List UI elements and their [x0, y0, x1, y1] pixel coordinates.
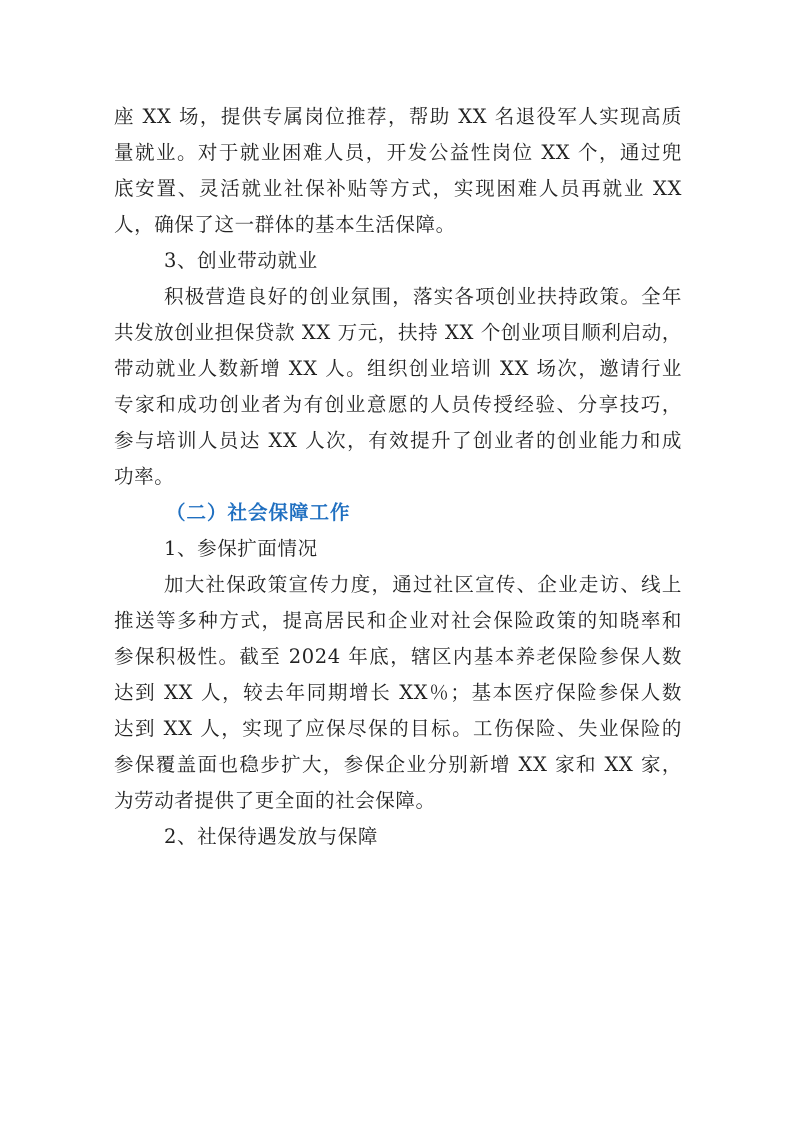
paragraph-line: 参保覆盖面也稳步扩大，参保企业分别新增 XX 家和 XX 家，	[114, 753, 682, 776]
paragraph-line: 带动就业人数新增 XX 人。组织创业培训 XX 场次，邀请行业	[114, 357, 682, 380]
paragraph-line: 积极营造良好的创业氛围，落实各项创业扶持政策。全年	[164, 285, 682, 308]
subheading-coverage: 1、参保扩面情况	[164, 537, 318, 560]
body-text	[114, 99, 682, 855]
paragraph-line: 专家和成功创业者为有创业意愿的人员传授经验、分享技巧，	[114, 393, 682, 416]
paragraph-line: 参与培训人员达 XX 人次，有效提升了创业者的创业能力和成	[114, 429, 682, 452]
paragraph-line: 参保积极性。截至 2024 年底，辖区内基本养老保险参保人数	[114, 645, 682, 668]
paragraph-line: 达到 XX 人，实现了应保尽保的目标。工伤保险、失业保险的	[114, 717, 682, 740]
paragraph-line: 底安置、灵活就业社保补贴等方式，实现困难人员再就业 XX	[114, 177, 682, 200]
paragraph-line: 量就业。对于就业困难人员，开发公益性岗位 XX 个，通过兜	[114, 141, 682, 164]
paragraph-line: 共发放创业担保贷款 XX 万元，扶持 XX 个创业项目顺利启动，	[114, 321, 682, 344]
section-heading-social-security: （二）社会保障工作	[166, 501, 351, 524]
paragraph-line: 为劳动者提供了更全面的社会保障。	[114, 789, 436, 812]
paragraph-line: 功率。	[114, 465, 175, 488]
paragraph-line: 人，确保了这一群体的基本生活保障。	[114, 213, 456, 236]
subheading-entrepreneurship: 3、创业带动就业	[164, 249, 318, 272]
paragraph-line: 达到 XX 人，较去年同期增长 XX％；基本医疗保险参保人数	[114, 681, 682, 704]
paragraph-line: 推送等多种方式，提高居民和企业对社会保险政策的知晓率和	[114, 609, 682, 632]
paragraph-line: 加大社保政策宣传力度，通过社区宣传、企业走访、线上	[164, 573, 682, 596]
paragraph-line: 座 XX 场，提供专属岗位推荐，帮助 XX 名退役军人实现高质	[114, 105, 682, 128]
subheading-benefits: 2、社保待遇发放与保障	[164, 825, 379, 848]
